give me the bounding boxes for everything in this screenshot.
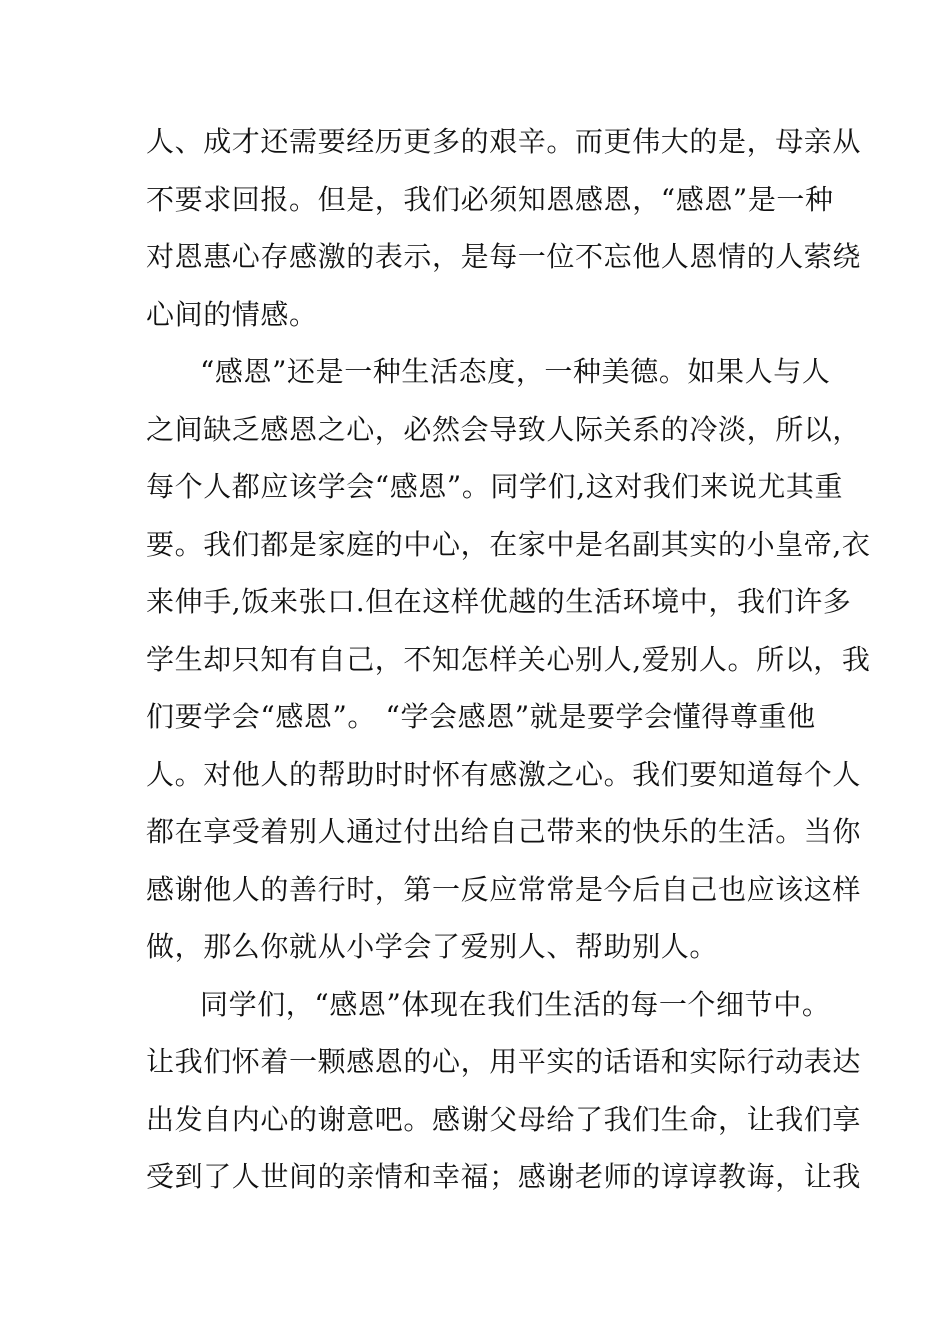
text-line: 做，那么你就从小学会了爱别人、帮助别人。	[146, 930, 719, 963]
text-line: 让我们怀着一颗感恩的心，用平实的话语和实际行动表达	[146, 1045, 862, 1078]
text-line: 来伸手,饭来张口.但在这样优越的生活环境中，我们许多	[146, 585, 852, 618]
text-line: “感恩”还是一种生活态度，一种美德。如果人与人	[200, 355, 831, 388]
text-line: 都在享受着别人通过付出给自己带来的快乐的生活。当你	[146, 815, 862, 848]
text-line: 出发自内心的谢意吧。感谢父母给了我们生命，让我们享	[146, 1102, 862, 1136]
text-line: 心间的情感。	[146, 297, 318, 331]
text-line: 每个人都应该学会“感恩”。同学们,这对我们来说尤其重	[146, 470, 844, 503]
text-line: 对恩惠心存感激的表示，是每一位不忘他人恩情的人萦绕	[146, 240, 862, 273]
text-line: 要。我们都是家庭的中心，在家中是名副其实的小皇帝,衣	[146, 527, 871, 561]
text-line: 人、成才还需要经历更多的艰辛。而更伟大的是，母亲从	[146, 125, 862, 158]
text-line: 不要求回报。但是，我们必须知恩感恩，“感恩”是一种	[146, 182, 834, 216]
text-line: 受到了人世间的亲情和幸福；感谢老师的谆谆教诲，让我	[146, 1160, 862, 1193]
text-line: 同学们，“感恩”体现在我们生活的每一个细节中。	[200, 987, 831, 1021]
text-line: 感谢他人的善行时，第一反应常常是今后自己也应该这样	[146, 872, 862, 906]
text-line: 们要学会“感恩”。 “学会感恩”就是要学会懂得尊重他	[146, 700, 816, 733]
text-line: 学生却只知有自己，不知怎样关心别人,爱别人。所以，我	[146, 642, 871, 676]
text-line: 之间缺乏感恩之心，必然会导致人际关系的冷淡，所以，	[146, 412, 862, 446]
text-line: 人。对他人的帮助时时怀有感激之心。我们要知道每个人	[146, 757, 862, 791]
body-text	[146, 113, 871, 1206]
